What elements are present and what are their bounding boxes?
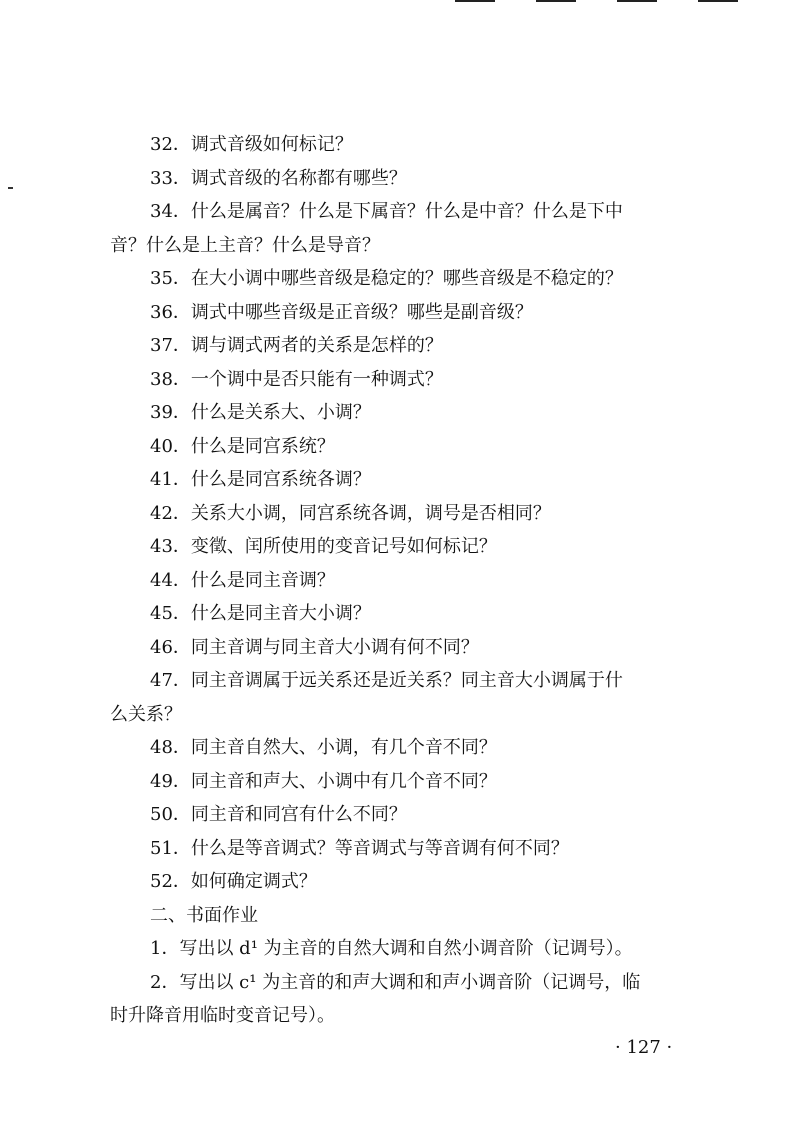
question-line: 43．变徵、闰所使用的变音记号如何标记？ xyxy=(150,536,497,557)
question-52 xyxy=(110,865,710,899)
exercise-2 xyxy=(110,966,710,1033)
question-line: 50．同主音和同宫有什么不同？ xyxy=(150,804,407,825)
question-line-continued: 音？什么是上主音？什么是导音？ xyxy=(110,234,380,256)
question-line-continued: 么关系？ xyxy=(110,703,182,725)
top-rule-2 xyxy=(536,0,576,2)
question-line: 41．什么是同宫系统各调？ xyxy=(150,469,371,490)
margin-mark xyxy=(8,187,13,189)
question-48 xyxy=(110,731,710,765)
question-line: 35．在大小调中哪些音级是稳定的？哪些音级是不稳定的？ xyxy=(150,268,623,289)
top-rule-4 xyxy=(698,0,738,2)
question-line: 48．同主音自然大、小调，有几个音不同？ xyxy=(150,737,497,758)
question-37 xyxy=(110,329,710,363)
exercise-line: 2．写出以 c¹ 为主音的和声大调和和声小调音阶（记调号，临 xyxy=(150,971,641,993)
question-line: 45．什么是同主音大小调？ xyxy=(150,603,371,624)
question-line: 38．一个调中是否只能有一种调式？ xyxy=(150,368,443,390)
question-line: 42．关系大小调，同宫系统各调，调号是否相同？ xyxy=(150,502,551,524)
question-line: 49．同主音和声大、小调中有几个音不同？ xyxy=(150,770,497,792)
question-line: 34．什么是属音？什么是下属音？什么是中音？什么是下中 xyxy=(150,201,623,222)
question-40 xyxy=(110,430,710,464)
question-line: 37．调与调式两者的关系是怎样的？ xyxy=(150,335,443,356)
exercise-list xyxy=(110,932,710,1033)
exercise-1 xyxy=(110,932,710,966)
question-50 xyxy=(110,798,710,832)
question-39 xyxy=(110,396,710,430)
question-38 xyxy=(110,363,710,397)
question-46 xyxy=(110,631,710,665)
question-35 xyxy=(110,262,710,296)
question-43 xyxy=(110,530,710,564)
question-45 xyxy=(110,597,710,631)
top-rule-3 xyxy=(617,0,657,2)
exercise-line-continued: 时升降音用临时变音记号）。 xyxy=(110,1005,335,1026)
question-line: 51．什么是等音调式？等音调式与等音调有何不同？ xyxy=(150,837,569,859)
question-32 xyxy=(110,128,710,162)
question-line: 32．调式音级如何标记？ xyxy=(150,134,353,155)
question-line: 47．同主音调属于远关系还是近关系？同主音大小调属于什 xyxy=(150,670,623,691)
question-51 xyxy=(110,832,710,866)
section-heading: 二、书面作业 xyxy=(150,904,258,926)
question-47 xyxy=(110,664,710,731)
question-line: 33．调式音级的名称都有哪些？ xyxy=(150,167,407,189)
exercise-line: 1．写出以 d¹ 为主音的自然大调和自然小调音阶（记调号）。 xyxy=(150,938,633,959)
question-34 xyxy=(110,195,710,262)
question-line: 44．什么是同主音调？ xyxy=(150,569,335,591)
question-36 xyxy=(110,296,710,330)
page-number: · 127 · xyxy=(615,1037,673,1058)
question-line: 40．什么是同宫系统？ xyxy=(150,435,335,457)
question-line: 52．如何确定调式？ xyxy=(150,871,317,892)
question-33 xyxy=(110,162,710,196)
question-49 xyxy=(110,765,710,799)
page-content xyxy=(110,128,710,1033)
question-list xyxy=(110,128,710,899)
question-line: 39．什么是关系大、小调？ xyxy=(150,402,371,423)
question-44 xyxy=(110,564,710,598)
question-line: 36．调式中哪些音级是正音级？哪些是副音级？ xyxy=(150,301,533,323)
top-rule-1 xyxy=(455,0,495,2)
question-41 xyxy=(110,463,710,497)
question-42 xyxy=(110,497,710,531)
question-line: 46．同主音调与同主音大小调有何不同？ xyxy=(150,636,479,658)
